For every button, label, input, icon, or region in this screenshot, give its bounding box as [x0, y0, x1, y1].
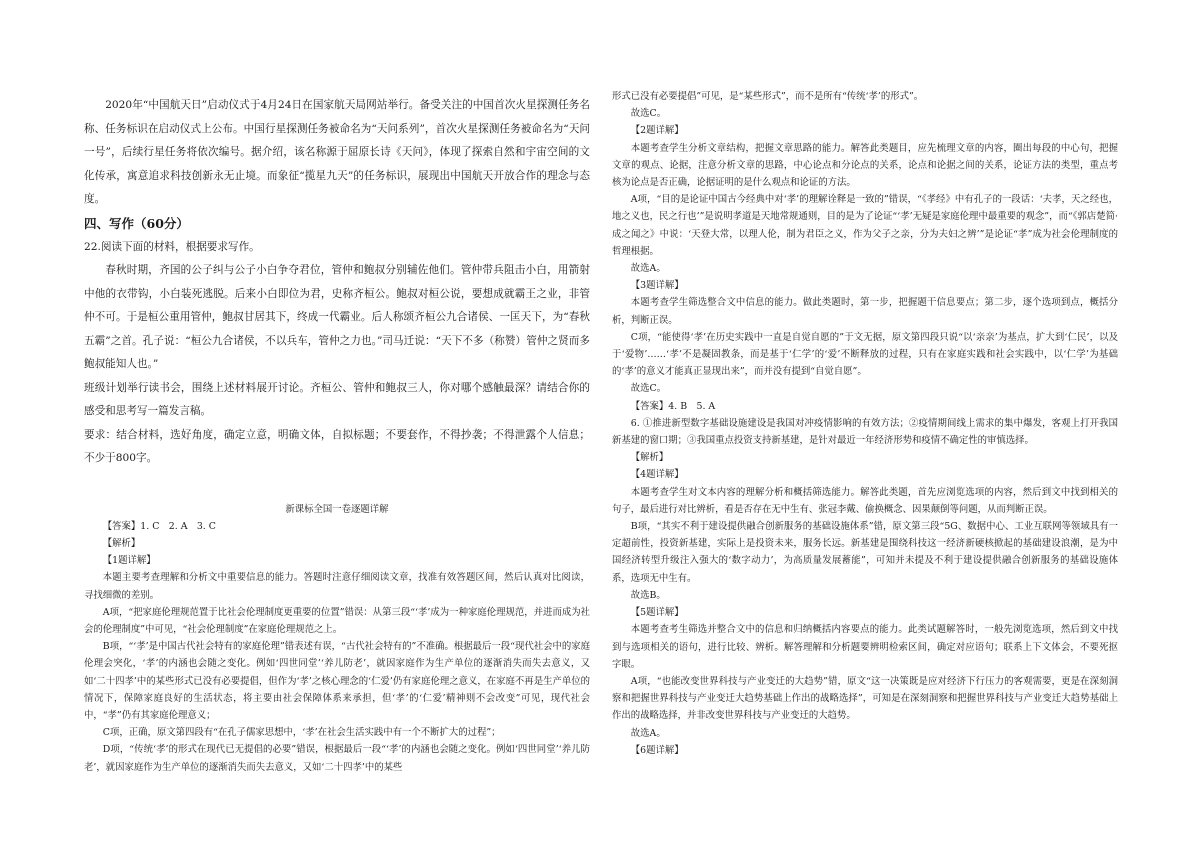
q4-detail-label: 【4题详解】 — [630, 469, 684, 481]
q5-option-a: A项，“也能改变世界科技与产业变迁的大趋势”错，原文“这一决策既是应对经济下行压力的客观需要，更是在深刻洞察和把握世界科技与产业变迁大趋势基础上作出的战略选择”，可知是在深刻洞察和把握世界科技与产业变迁大趋势基础上作出的战略选择，并非改变世界科技与产业变迁的大趋势。 — [612, 675, 1118, 722]
q1-answer: 故选C。 — [630, 108, 667, 120]
q3-option-c: C项，“能使得‘孝’在历史实践中一直是自觉自愿的”于文无据，原文第四段只说“以‘亲亲’为基点，扩大到‘仁民’，以及于‘爱物’……‘孝’不是凝固教条，而是基于‘仁学’的‘爱’不断释放的过程，只有在家庭实践和社会实践中，以‘仁学’为基础的‘孝’的意义才能真正显现出来”，而并没有提到“自觉自愿”。 — [612, 331, 1118, 378]
q2-answer: 故选A。 — [630, 263, 666, 275]
q1-option-a: A项，“把家庭伦理规范置于比社会伦理制度更重要的位置”错误：从第三段“‘孝’成为一种家庭伦理规范，并进而成为社会的伦理制度”中可见，“社会伦理制度”在家庭伦理规范之上。 — [84, 606, 590, 635]
writing-task: 班级计划举行读书会，围绕上述材料展开讨论。齐桓公、管仲和鲍叔三人，你对哪个感触最深？请结合你的感受和思考写一篇发言稿。 — [84, 381, 590, 417]
q1-option-c: C项，正确，原文第四段有“在孔子儒家思想中，‘孝’在社会生活实践中有一个不断扩大的过程”； — [102, 727, 501, 739]
q3-answer: 故选C。 — [630, 383, 667, 395]
writing-requirements: 要求：结合材料，选好角度，确定立意，明确文体，自拟标题；不要套作，不得抄袭；不得泄露个人信息；不少于800字。 — [84, 428, 590, 464]
q2-option-a: A项，“目的是论证中国古今经典中对‘孝’的理解诠释是一致的”错误，“《孝经》中有孔子的一段话：‘夫孝，天之经也，地之义也，民之行也’”是说明孝道是天地常规通则，目的是为了论证“‘孝’无疑是家庭伦理中最重要的观念”，而“《郭店楚简·成之闻之》中说：‘天登大常，以理人伦，制为君臣之义，作为父子之亲，分为夫妇之辨’”是论证“孝”成为社会伦理制度的哲理根据。 — [612, 194, 1118, 257]
q5-intro: 本题考查考生筛选并整合文中的信息和归纳概括内容要点的能力。此类试题解答时，一般先浏览选项，然后到文中找到与选项相关的语句，进行比较、辨析。解答理解和分析题要辨明检索区间，确定对应语句；联系上下文体会，不要死抠字眼。 — [612, 624, 1118, 670]
q5-detail-label: 【5题详解】 — [630, 607, 684, 619]
q1-detail-label: 【1题详解】 — [102, 555, 156, 567]
q4-intro: 本题考查学生对文本内容的理解分析和概括筛选能力。解答此类题，首先应浏览选项的内容，然后到文中找到相关的句子，最后进行对比辨析，看是否存在无中生有、张冠李戴、偷换概念、因果颠倒等问题，从而判断正误。 — [612, 486, 1118, 515]
right-column — [612, 88, 1118, 759]
q1-intro: 本题主要考查理解和分析文中重要信息的能力。答题时注意仔细阅读文章，找准有效答题区间，然后认真对比阅读，寻找细微的差别。 — [84, 572, 590, 601]
question-22-prompt: 22.阅读下面的材料，根据要求写作。 — [84, 240, 260, 253]
q1-option-d: D项，“传统‘孝’的形式在现代已无提倡的必要”错误，根据最后一段“‘孝’的内涵也会随之变化。例如‘四世同堂’‘养儿防老’，就因家庭作为生产单位的逐渐消失而失去意义，又如‘二十四孝’中的某些 — [84, 744, 590, 773]
answer-section-title: 新课标全国一卷逐题详解 — [285, 503, 389, 515]
q6-detail-label: 【6题详解】 — [630, 744, 684, 756]
q1-option-b: B项，“‘孝’是中国古代社会特有的家庭伦理”错表述有误，“古代社会特有的”不准确。根据最后一段“现代社会中的家庭伦理会突化，‘孝’的内涵也会随之变化。例如‘四世同堂’‘养儿防老’，就因家庭作为生产单位的逐渐消失而失去意义，又如‘二十四孝’中的某些形式已没有必要提倡，但作为‘孝’之核心理念的‘仁爱’仍有家庭伦理之意义，在家庭不再是生产单位的情况下，保障家庭良好的生活状态，将主要由社会保障体系来承担，但‘孝’的‘仁爱’精神则不会改变”可见，现代社会中，“孝”仍有其家庭伦理意义； — [84, 641, 590, 721]
q3-detail-label: 【3题详解】 — [630, 280, 684, 292]
q5-answer: 故选A。 — [630, 727, 666, 739]
q2-intro: 本题考查学生分析文章结构，把握文章思路的能力。解答此类题目，应先梳理文章的内容，圈出每段的中心句，把握文章的观点、论据，注意分析文章的思路，中心论点和分论点的关系，论点和论据之间的关系，论证方法的类型，重点考核为论点是否正确，论据证明的是什么观点和论证的方法。 — [612, 142, 1118, 189]
answer-line: 【答案】1. C 2. A 3. C — [102, 520, 216, 532]
analysis-label-2: 【解析】 — [630, 452, 669, 464]
q1-option-d-continued: 形式已没有必要提倡”可见，是“某些形式”，而不是所有“传统‘孝’的形式”。 — [612, 91, 924, 102]
q2-detail-label: 【2题详解】 — [630, 125, 684, 137]
answer-4-5: 【答案】4. B 5. A — [630, 400, 716, 412]
left-column — [84, 94, 590, 776]
q4-answer: 故选B。 — [630, 589, 666, 601]
writing-material: 春秋时期，齐国的公子纠与公子小白争夺君位，管仲和鲍叔分别辅佐他们。管仲带兵阻击小白，用箭射中他的衣带钩，小白装死逃脱。后来小白即位为君，史称齐桓公。鲍叔对桓公说，要想成就霸王之业，非管仲不可。于是桓公重用管仲，鲍叔甘居其下，终成一代霸业。后人称颂齐桓公九合诸侯、一匡天下，为“春秋五霸”之首。孔子说：“桓公九合诸侯，不以兵车，管仲之力也。”司马迁说：“天下不多（称赞）管仲之贤而多鲍叔能知人也。” — [84, 264, 590, 370]
intro-paragraph: 2020年“中国航天日”启动仪式于4月24日在国家航天局网站举行。备受关注的中国首次火星探测任务名称、任务标识在启动仪式上公布。中国行星探测任务被命名为“天问系列”，首次火星探测任务被命名为“天问一号”，后续行星任务将依次编号。据介绍，该名称源于屈原长诗《天问》，体现了探索自然和宇宙空间的文化传承，寓意追求科技创新永无止境。而象征“揽星九天”的任务标识，展现出中国航天开放合作的理念与态度。 — [84, 99, 590, 205]
answer-6: 6. ①推进新型数字基础设施建设是我国对冲疫情影响的有效方法；②疫情期间线上需求的集中爆发，客观上打开我国新基建的窗口期；③我国重点投资支持新基建，是针对最近一年经济形势和疫情不确定性的审慎选择。 — [612, 417, 1118, 447]
q3-intro: 本题考查学生筛选整合文中信息的能力。做此类题时，第一步，把握题干信息要点；第二步，逐个选项到点，概括分析，判断正误。 — [612, 297, 1118, 326]
q4-option-b: B项，“其实不利于建设提供融合创新服务的基础设施体系”错，原文第三段“5G、数据中心、工业互联网等领域具有一定超前性，投资新基建，实际上是投资未来，服务长远。新基建是围绕科技这一经济新硬核掀起的基础建设浪潮，是为中国经济转型升级注入强大的‘数字动力’，为高质量发展蓄能”，可知并未提及不利于建设提供融合创新服务的基础设施体系，选项无中生有。 — [612, 521, 1118, 584]
analysis-label: 【解析】 — [102, 537, 141, 549]
writing-section-heading: 四、写作（60分） — [84, 215, 189, 231]
